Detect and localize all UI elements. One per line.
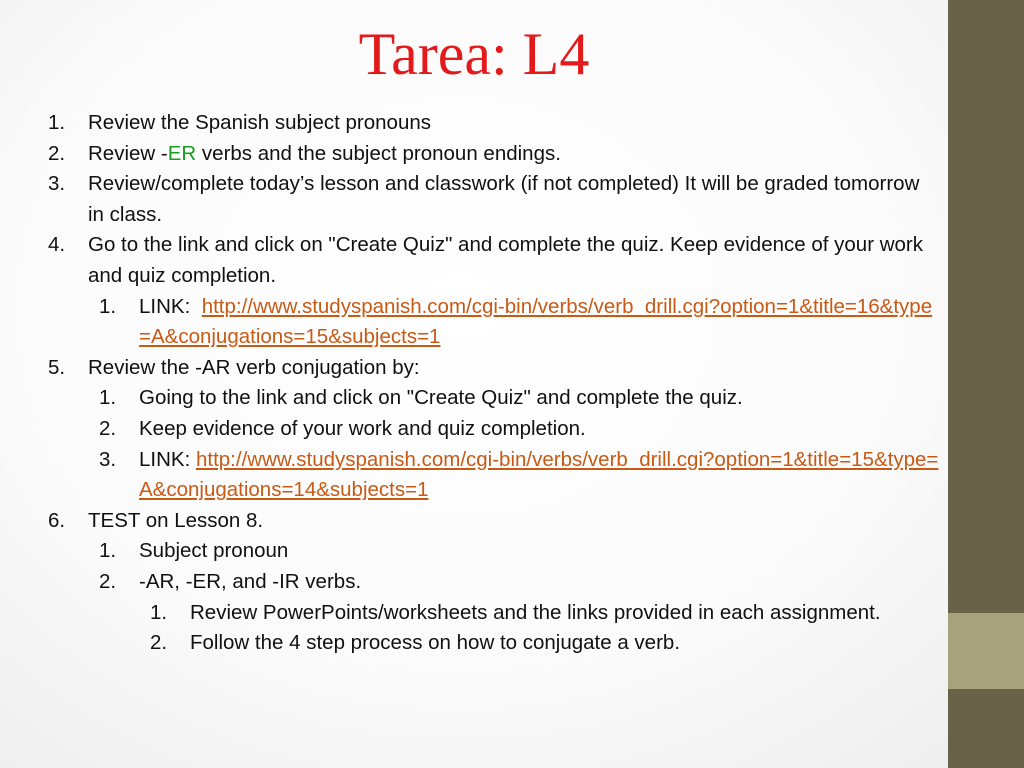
assignment-list [40, 108, 940, 659]
item-number: 1. [99, 539, 117, 563]
list-item-3 [40, 169, 940, 230]
sub-item-5-2 [40, 414, 940, 445]
item-number: 5. [48, 355, 66, 379]
item-text: Review/complete today’s lesson and classwork (if not completed) It will be graded tomorrow in class. [88, 172, 920, 226]
item-number: 1. [99, 294, 117, 318]
item-number: 1. [99, 386, 117, 410]
sub-item-4-1 [40, 292, 940, 353]
item-text: TEST on Lesson 8. [88, 508, 264, 532]
sub-item-6-1 [40, 536, 940, 567]
quiz-link-1[interactable]: http://www.studyspanish.com/cgi-bin/verbs/verb_drill.cgi?option=1&title=16&type=A&conjugations=15&subjects=1 [139, 294, 933, 349]
item-text: verbs and the subject pronoun endings. [196, 141, 561, 165]
list-item-4 [40, 230, 940, 291]
item-number: 3. [48, 172, 66, 196]
item-text: Review the -AR verb conjugation by: [88, 355, 420, 379]
item-text: Keep evidence of your work and quiz completion. [139, 416, 586, 440]
item-text: Review the Spanish subject pronouns [88, 111, 432, 134]
item-number: 2. [48, 141, 66, 165]
quiz-link-2[interactable]: http://www.studyspanish.com/cgi-bin/verbs/verb_drill.cgi?option=1&title=15&type=A&conjugations=14&subjects=1 [139, 447, 939, 502]
item-number: 1. [48, 111, 66, 134]
sub-item-6-2 [40, 567, 940, 598]
item-number: 4. [48, 233, 66, 257]
item-text: Review PowerPoints/worksheets and the links provided in each assignment. [190, 600, 881, 624]
sub-item-6-2-1 [40, 598, 940, 629]
link-label: LINK: [139, 294, 191, 318]
side-decor-accent [948, 613, 1024, 689]
sub-item-5-3 [40, 445, 940, 506]
item-text: Subject pronoun [139, 539, 289, 563]
sub-item-5-1 [40, 383, 940, 414]
item-text: -AR, -ER, and -IR verbs. [139, 569, 362, 593]
item-text: Review - [88, 141, 168, 165]
er-highlight: ER [167, 141, 197, 165]
list-item-2 [40, 139, 940, 170]
item-number: 2. [99, 416, 117, 440]
item-number: 6. [48, 508, 66, 532]
item-text: Follow the 4 step process on how to conjugate a verb. [190, 631, 681, 655]
link-label: LINK: [139, 447, 191, 471]
item-number: 2. [99, 569, 117, 593]
item-text: Going to the link and click on "Create Quiz" and complete the quiz. [139, 386, 743, 410]
list-item-1 [40, 108, 940, 139]
item-number: 3. [99, 447, 117, 471]
item-text: Go to the link and click on "Create Quiz" and complete the quiz. Keep evidence of your work and quiz completion. [88, 233, 924, 287]
slide-title: Tarea: L4 [358, 21, 590, 87]
list-item-6 [40, 506, 940, 537]
list-item-5 [40, 353, 940, 384]
item-number: 2. [150, 631, 168, 655]
item-number: 1. [150, 600, 168, 624]
sub-item-6-2-2 [40, 628, 940, 659]
